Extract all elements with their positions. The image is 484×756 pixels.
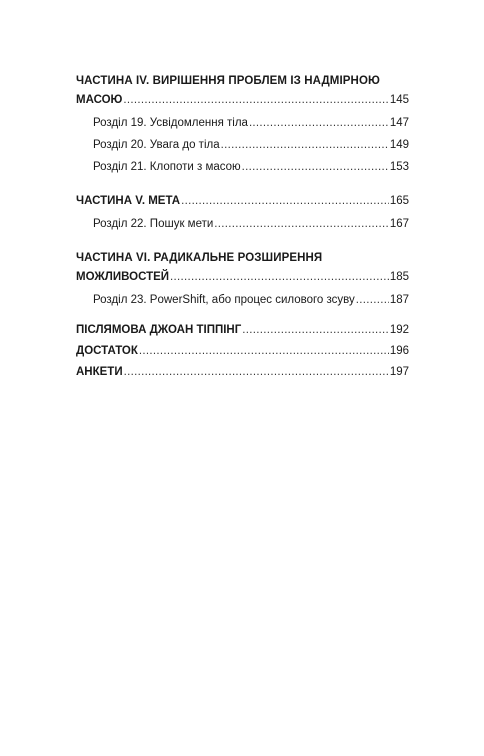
dot-leader — [242, 156, 389, 178]
chapter-title: Розділ 19. Усвідомлення тіла — [93, 117, 248, 129]
toc-entry-chapter-22[interactable] — [76, 213, 409, 235]
dot-leader — [139, 342, 389, 361]
dot-leader — [170, 268, 389, 287]
part-4-title-line2: МАСОЮ — [76, 94, 123, 106]
chapter-title: Розділ 23. PowerShift, або процес силового зсуву — [93, 294, 355, 306]
page-number: 197 — [389, 366, 409, 378]
toc-entry-chapter-23[interactable] — [76, 289, 409, 311]
chapter-title: Розділ 22. Пошук мети — [93, 218, 214, 230]
page-number: 149 — [389, 139, 409, 151]
part-6-title-line1: ЧАСТИНА VI. РАДИКАЛЬНЕ РОЗШИРЕННЯ — [76, 252, 323, 264]
toc-entry-part-6[interactable] — [76, 268, 409, 287]
part-5-title: ЧАСТИНА V. МЕТА — [76, 195, 181, 207]
chapter-title: Розділ 21. Клопоти з масою — [93, 161, 241, 173]
part-4-title-line1: ЧАСТИНА IV. ВИРІШЕННЯ ПРОБЛЕМ ІЗ НАДМІРНОЮ — [76, 75, 380, 87]
dot-leader — [221, 134, 389, 156]
afterword-title: ПІСЛЯМОВА ДЖОАН ТІППІНГ — [76, 324, 242, 336]
page-number: 187 — [389, 294, 409, 306]
toc-entry-part-4[interactable] — [76, 91, 409, 110]
toc-entry-afterword[interactable] — [76, 321, 409, 340]
toc-entry-chapter-20[interactable] — [76, 134, 409, 156]
dot-leader — [356, 289, 389, 311]
page-number: 185 — [389, 271, 409, 283]
page-number: 196 — [389, 345, 409, 357]
page-number: 192 — [389, 324, 409, 336]
part-6-title-line2: МОЖЛИВОСТЕЙ — [76, 271, 170, 283]
page-number: 145 — [389, 94, 409, 106]
dot-leader — [123, 91, 388, 110]
page-number: 165 — [389, 195, 409, 207]
page-number: 153 — [389, 161, 409, 173]
dot-leader — [214, 213, 389, 235]
appendix-title: ДОСТАТОК — [76, 345, 138, 357]
toc-entry-questionnaires[interactable] — [76, 363, 409, 382]
page-number: 147 — [389, 117, 409, 129]
toc-entry-chapter-19[interactable] — [76, 112, 409, 134]
toc-entry-part-5[interactable] — [76, 192, 409, 211]
dot-leader — [249, 112, 389, 134]
chapter-title: Розділ 20. Увага до тіла — [93, 139, 220, 151]
page-number: 167 — [389, 218, 409, 230]
dot-leader — [181, 192, 389, 211]
table-of-contents — [76, 72, 409, 382]
dot-leader — [242, 321, 389, 340]
toc-entry-appendix[interactable] — [76, 342, 409, 361]
toc-entry-chapter-21[interactable] — [76, 156, 409, 178]
dot-leader — [124, 363, 389, 382]
questionnaires-title: АНКЕТИ — [76, 366, 123, 378]
